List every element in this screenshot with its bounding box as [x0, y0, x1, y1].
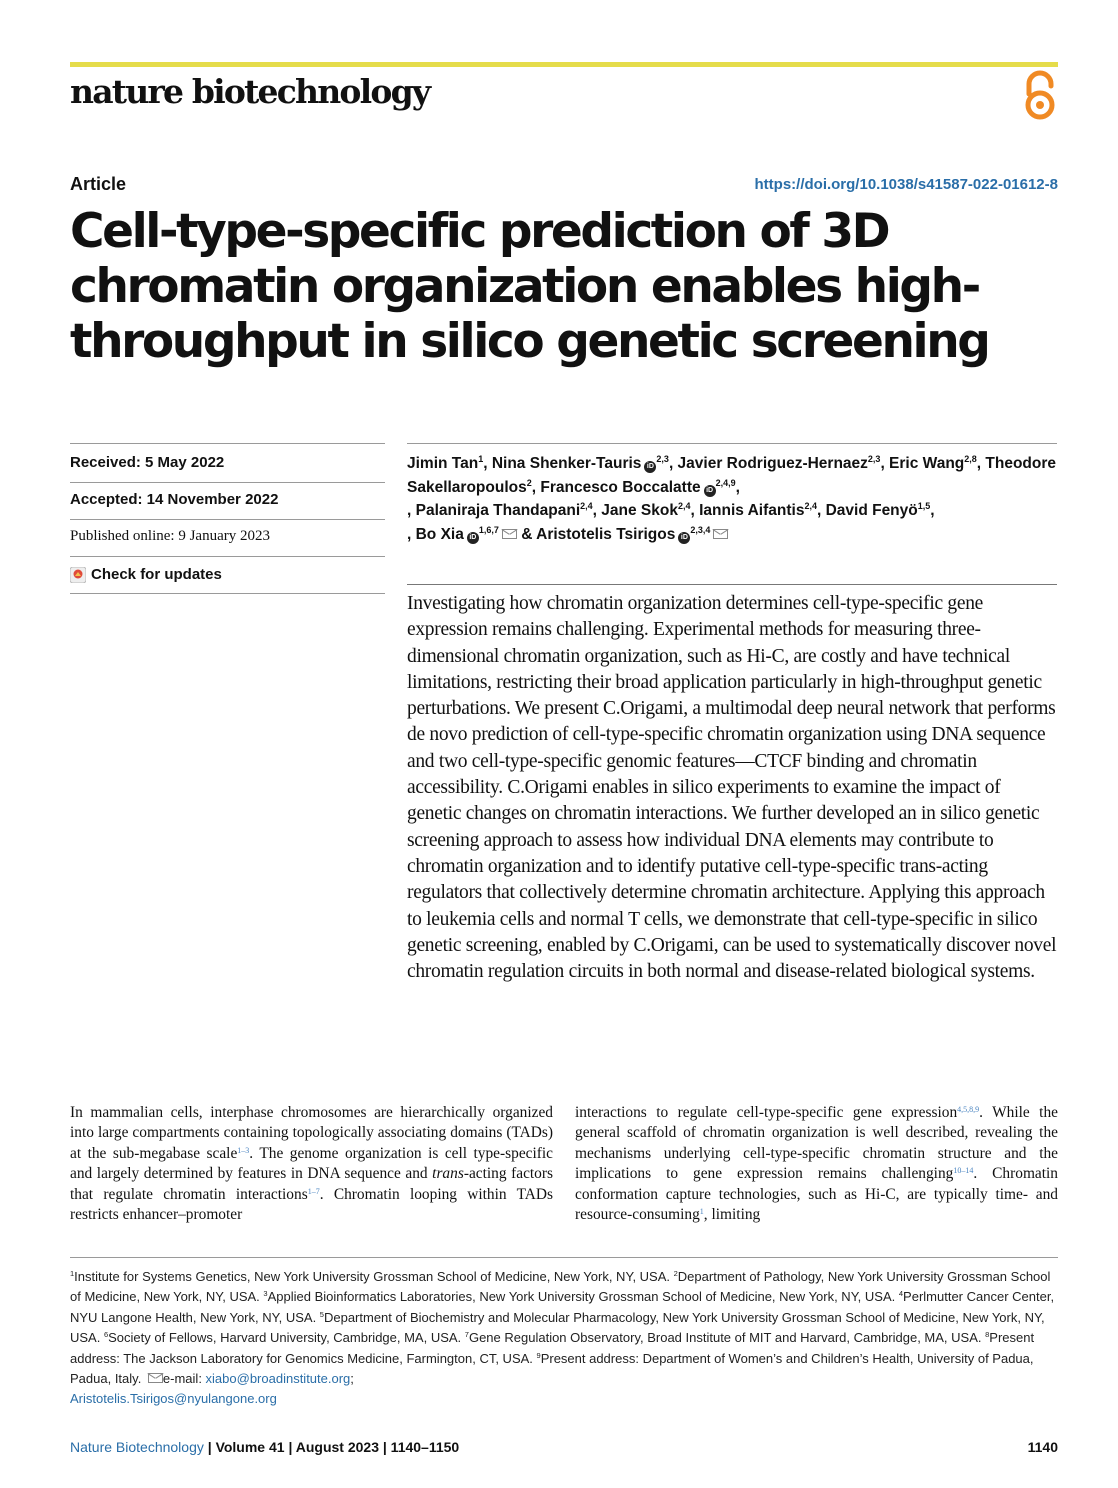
top-rule: [70, 62, 1058, 67]
citation-ref[interactable]: 1–7: [307, 1186, 320, 1196]
meta-divider: [70, 519, 385, 520]
authors-rule: [407, 443, 1057, 444]
affiliation-ref: 2,3: [867, 454, 881, 464]
body-text: . Chromatin conformation capture technologies, such as Hi-C, are typically time- and resource-consuming: [575, 1165, 1058, 1224]
body-text: -acting factors that regulate chromatin interactions: [70, 1165, 553, 1203]
affiliation-ref: 1,6,7: [478, 524, 499, 535]
orcid-icon[interactable]: iD: [467, 532, 479, 544]
affiliation-number: 7: [464, 1330, 469, 1340]
author-name[interactable]: , Palaniraja Thandapani: [407, 502, 581, 519]
check-updates-label: Check for updates: [91, 566, 222, 583]
abstract-rule: [407, 584, 1057, 585]
footer-citation: [70, 1439, 459, 1455]
affiliation-ref: 2,4: [677, 501, 691, 511]
doi-link[interactable]: https://doi.org/10.1038/s41587-022-01612-8: [754, 176, 1058, 193]
mail-icon[interactable]: [713, 529, 728, 539]
email-link[interactable]: xiabo@broadinstitute.org: [205, 1371, 351, 1387]
orcid-icon[interactable]: iD: [704, 485, 716, 497]
affiliation-ref: 2,4: [804, 501, 817, 511]
affiliation-ref: 2,4,9: [715, 477, 736, 488]
footnote-rule: [70, 1257, 1058, 1258]
affiliation-number: 2: [673, 1269, 678, 1278]
mail-icon: [148, 1373, 163, 1383]
affiliation-number: 9: [536, 1350, 541, 1360]
body-column-left: [70, 1103, 553, 1225]
author-name[interactable]: & Aristotelis Tsirigos: [516, 525, 676, 543]
body-text: In mammalian cells, interphase chromosomes are hierarchically organized into large compartments containing topologically associating domains (TADs) at the sub-megabase scale: [70, 1104, 553, 1162]
article-type: Article: [70, 174, 127, 194]
author-name[interactable]: , David Fenyö: [816, 502, 918, 519]
abstract: Investigating how chromatin organization determines cell-type-specific gene expression remains challenging. Experimental methods for measuring three-dimensional chromatin organization, such as Hi-C, are costly and have technical limitations, restricting their broad application particularly in high-throughput genetic perturbations. We present C.Origami, a multimodal deep neural network that performs de novo prediction of cell-type-specific chromatin organization using DNA sequence and two cell-type-specific genomic features—CTCF binding and chromatin accessibility. C.Origami enables in silico experiments to examine the impact of genetic changes on chromatin interactions. We further developed an in silico genetic screening approach to assess how individual DNA elements may contribute to chromatin organization and to identify putative cell-type-specific trans-acting regulators that collectively determine chromatin architecture. Applying this approach to leukemia cells and normal T cells, we demonstrate that cell-type-specific in silico genetic screening, enabled by C.Origami, can be used to systematically discover novel chromatin regulation circuits in both normal and disease-related biological systems.: [407, 593, 1057, 983]
email-label: e-mail:: [162, 1371, 206, 1387]
article-title: Cell-type-specific prediction of 3D chromatin organization enables high-throughput in silico genetic screening: [70, 204, 989, 369]
citation-ref[interactable]: 1: [699, 1207, 704, 1217]
affiliation-ref: 2,3,4: [690, 524, 711, 535]
affiliation-text: Department of Biochemistry and Molecular Pharmacology, New York University Grossman School of Medicine, New York, NY, USA.: [70, 1309, 1045, 1346]
check-updates-icon: [70, 567, 86, 583]
author-name[interactable]: , Jane Skok: [592, 502, 678, 519]
page-number: 1140: [1027, 1439, 1058, 1455]
open-access-icon[interactable]: [1020, 70, 1060, 122]
affiliation-number: 4: [898, 1289, 904, 1299]
affiliation-ref: 2,3: [656, 454, 669, 464]
meta-divider: [70, 443, 385, 444]
check-updates-button[interactable]: [70, 566, 222, 583]
affiliation-ref: 2: [526, 477, 532, 488]
footer-issue: | Volume 41 | August 2023 | 1140–1150: [203, 1439, 460, 1455]
orcid-icon[interactable]: iD: [678, 532, 690, 544]
affiliation-ref: 2,8: [964, 454, 977, 464]
affiliation-number: 6: [103, 1330, 109, 1340]
mail-icon[interactable]: [502, 529, 517, 539]
orcid-icon[interactable]: iD: [644, 461, 656, 473]
author-name[interactable]: , Javier Rodriguez-Hernaez: [668, 455, 868, 472]
journal-logo[interactable]: nature biotechnology: [70, 72, 430, 111]
affiliation-ref: 2,4: [580, 501, 593, 511]
affiliation-number: 3: [263, 1289, 268, 1299]
affiliation-text: Gene Regulation Observatory, Broad Institute of MIT and Harvard, Cambridge, MA, USA.: [468, 1330, 986, 1346]
affiliation-text: Society of Fellows, Harvard University, Cambridge, MA, USA.: [108, 1330, 465, 1346]
citation-ref[interactable]: 1–3: [237, 1145, 250, 1155]
affiliation-text: Department of Pathology, New York University Grossman School of Medicine, New York, NY, USA.: [70, 1269, 1051, 1305]
body-text: , limiting: [703, 1206, 761, 1224]
published-date: Published online: 9 January 2023: [70, 528, 270, 544]
author-name[interactable]: , Iannis Aifantis: [690, 502, 805, 519]
email-separator: ;: [350, 1371, 354, 1387]
author-list: [407, 452, 1057, 546]
affiliation-text: Applied Bioinformatics Laboratories, New York University Grossman School of Medicine, New York, NY, USA.: [267, 1289, 899, 1305]
received-date: Received: 5 May 2022: [70, 454, 225, 471]
accepted-date: Accepted: 14 November 2022: [70, 491, 279, 508]
affiliation-ref: 1,5: [917, 501, 931, 511]
affiliation-text: Present address: Department of Women’s and Children’s Health, University of Padua, Padua, Italy.: [70, 1350, 1034, 1387]
affiliation-number: 1: [70, 1269, 75, 1278]
author-name[interactable]: , Theodore Sakellaropoulos: [407, 455, 1057, 496]
author-name[interactable]: Jimin Tan: [407, 455, 479, 472]
body-column-right: [575, 1103, 1058, 1225]
body-text: . The genome organization is cell type-specific and largely determined by features in DNA sequence and: [70, 1144, 553, 1183]
affiliation-text: Perlmutter Cancer Center, NYU Langone Health, New York, NY, USA.: [70, 1289, 1055, 1325]
author-separator: ,: [735, 478, 740, 496]
affiliation-text: Present address: The Jackson Laboratory for Genomics Medicine, Farmington, CT, USA.: [70, 1330, 1035, 1366]
author-name[interactable]: , Nina Shenker-Tauris: [483, 455, 642, 472]
meta-divider: [70, 482, 385, 483]
meta-divider: [70, 593, 385, 594]
affiliation-text: Institute for Systems Genetics, New York University Grossman School of Medicine, New York, NY, USA.: [74, 1269, 674, 1284]
email-link[interactable]: Aristotelis.Tsirigos@nyulangone.org: [70, 1391, 277, 1407]
author-name[interactable]: , Eric Wang: [880, 455, 965, 472]
body-text: . Chromatin looping within TADs restricts enhancer–promoter: [70, 1185, 553, 1224]
author-name[interactable]: , Francesco Boccalatte: [531, 478, 701, 496]
meta-divider: [70, 556, 385, 557]
author-name[interactable]: , Bo Xia: [407, 525, 464, 543]
affiliations-footnote: [70, 1267, 1058, 1410]
affiliation-ref: 1: [478, 454, 484, 464]
citation-ref[interactable]: 10–14: [953, 1166, 974, 1176]
body-text: . While the general scaffold of chromatin organization is well described, revealing the mechanisms underlying cell-type-specific chromatin structure and the implications to gene expression remains challenging: [575, 1104, 1058, 1183]
body-text: interactions to regulate cell-type-specific gene expression: [575, 1104, 958, 1121]
citation-ref[interactable]: 4,5,8,9: [957, 1105, 980, 1114]
affiliation-number: 8: [985, 1330, 990, 1340]
body-text: trans: [432, 1165, 464, 1183]
footer-journal-link[interactable]: Nature Biotechnology: [70, 1439, 204, 1455]
author-separator: ,: [930, 502, 935, 519]
affiliation-number: 5: [319, 1309, 324, 1319]
